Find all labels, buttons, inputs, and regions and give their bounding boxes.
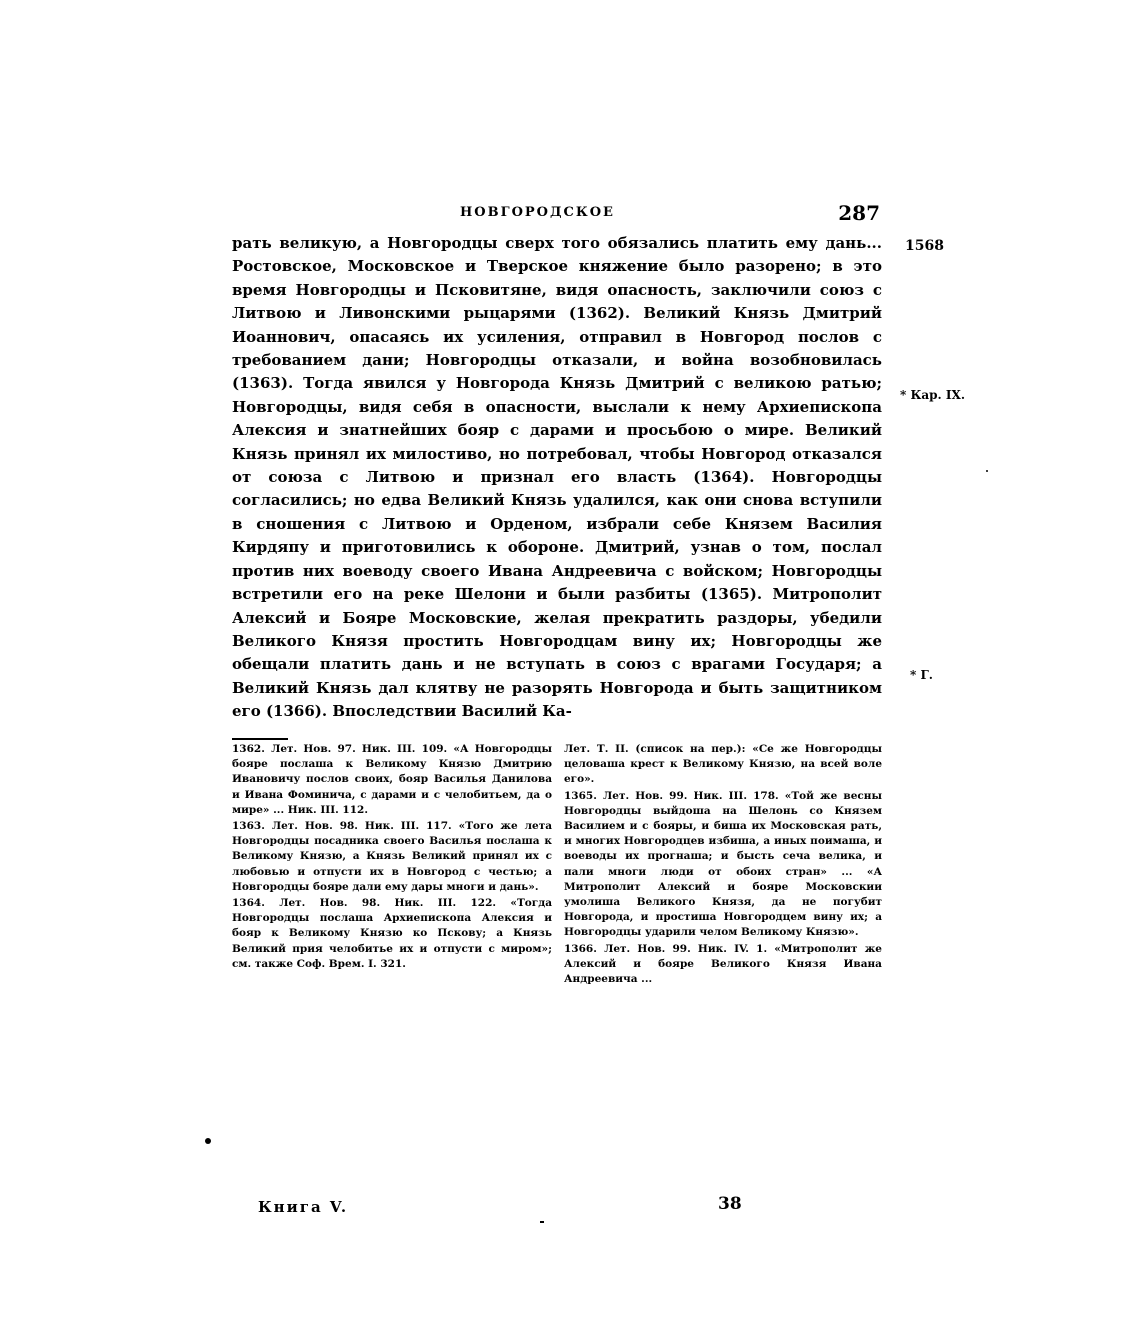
page-number: 287 [838, 201, 880, 225]
footnote: 1362. Лет. Нов. 97. Ник. III. 109. «А Новгородцы бояре послаша к Великому Князю Дмитрию Ивановичу послов своих, бояр Василья Данилова и Ивана Фоминича, с дарами и с челобитьем, да о мире» ... Ник. III. 112. [232, 743, 552, 816]
main-paragraph: рать великую, а Новгородцы сверх того обязались платить ему дань... Ростовское, Московское и Тверское княжение было разорено; в это время Новгородцы и Псковитяне, видя опасность, заключили союз с Литвою и Ливонскими рыцарями (1362). Великий Князь Дмитрий Иоаннович, опасаясь их усиления, отправил в Новгород послов с требованием дани; Новгородцы отказали, и война возобновилась (1363). Тогда явился у Новгорода Князь Дмитрий с великою ратью; Новгородцы, видя себя в опасности, выслали к нему Архиепископа Алексия и знатнейших бояр с дарами и просьбою о мире. Великий Князь принял их милостиво, но потребовал, чтобы Новгород отказался от союза с Литвою и признал его власть (1364). Новгородцы согласились; но едва Великий Князь удалился, как они снова вступили в сношения с Литвою и Орденом, избрали себе Князем Василия Кирдяпу и приготовились к обороне. Дмитрий, узнав о том, послал против них воеводу своего Ивана Андреевича с войском; Новгородцы встретили его на реке Шелони и были разбиты (1365). Митрополит Алексий и Бояре Московские, желая прекратить раздоры, убедили Великого Князя простить Новгородцам вину их; Новгородцы же обещали платить дань и не вступать в союз с врагами Государя; а Великий Князь дал клятву не разорять Новгорода и быть защитником его (1366). Впоследствии Василий Ка- [232, 234, 882, 721]
footnote: 1365. Лет. Нов. 99. Ник. III. 178. «Той же весны Новгородцы выйдоша на Шелонь со Князем Василием и с бояры, и биша их Московская рать, и многих Новгородцев избиша, а иных поимаша, и воеводы их прогнаша; и бысть сеча велика, и пали многи люди от обоих стран» ... «А Митрополит Алексий и бояре Московскии умолиша Великого Князя, да не погубит Новгорода, и простиша Новгородцем вину их; а Новгородцы ударили челом Великому Князю». [564, 789, 882, 939]
ink-speck [205, 1138, 211, 1144]
footnote-rule [232, 738, 288, 740]
margin-note-b: * Г. [910, 668, 933, 682]
running-head: НОВГОРОДСКОЕ [460, 205, 615, 220]
ink-speck [986, 470, 988, 472]
margin-note-a: * Кар. IX. [900, 388, 965, 402]
book-signature: Книга V. [258, 1198, 349, 1216]
footnotes-right-column [564, 742, 882, 1197]
margin-year: 1568 [905, 238, 944, 254]
footnote: 1364. Лет. Нов. 98. Ник. III. 122. «Тогда Новгородцы послаша Архиепископа Алексия и бояр к Великому Князю ко Пскову; а Князь Великий прия челобитье их и отпусти с миром»; см. также Соф. Врем. I. 321. [232, 897, 552, 970]
footnotes-left-column [232, 742, 552, 1202]
sheet-number: 38 [718, 1194, 742, 1214]
footnote: Лет. Т. II. (список на пер.): «Се же Новгородцы целоваша крест к Великому Князю, на всей воле его». [564, 743, 882, 786]
footnote: 1366. Лет. Нов. 99. Ник. IV. 1. «Митрополит же Алексий и бояре Великого Князя Ивана Андреевича ... [564, 942, 882, 986]
footnote: 1363. Лет. Нов. 98. Ник. III. 117. «Того же лета Новгородцы посадника своего Василья послаша к Великому Князю, а Князь Великий принял их с любовью и отпусти их в Новгород с честью; а Новгородцы бояре дали ему дары многи и дань». [232, 820, 552, 893]
ink-speck [540, 1221, 544, 1223]
main-text [232, 232, 882, 732]
page-header [232, 203, 882, 227]
